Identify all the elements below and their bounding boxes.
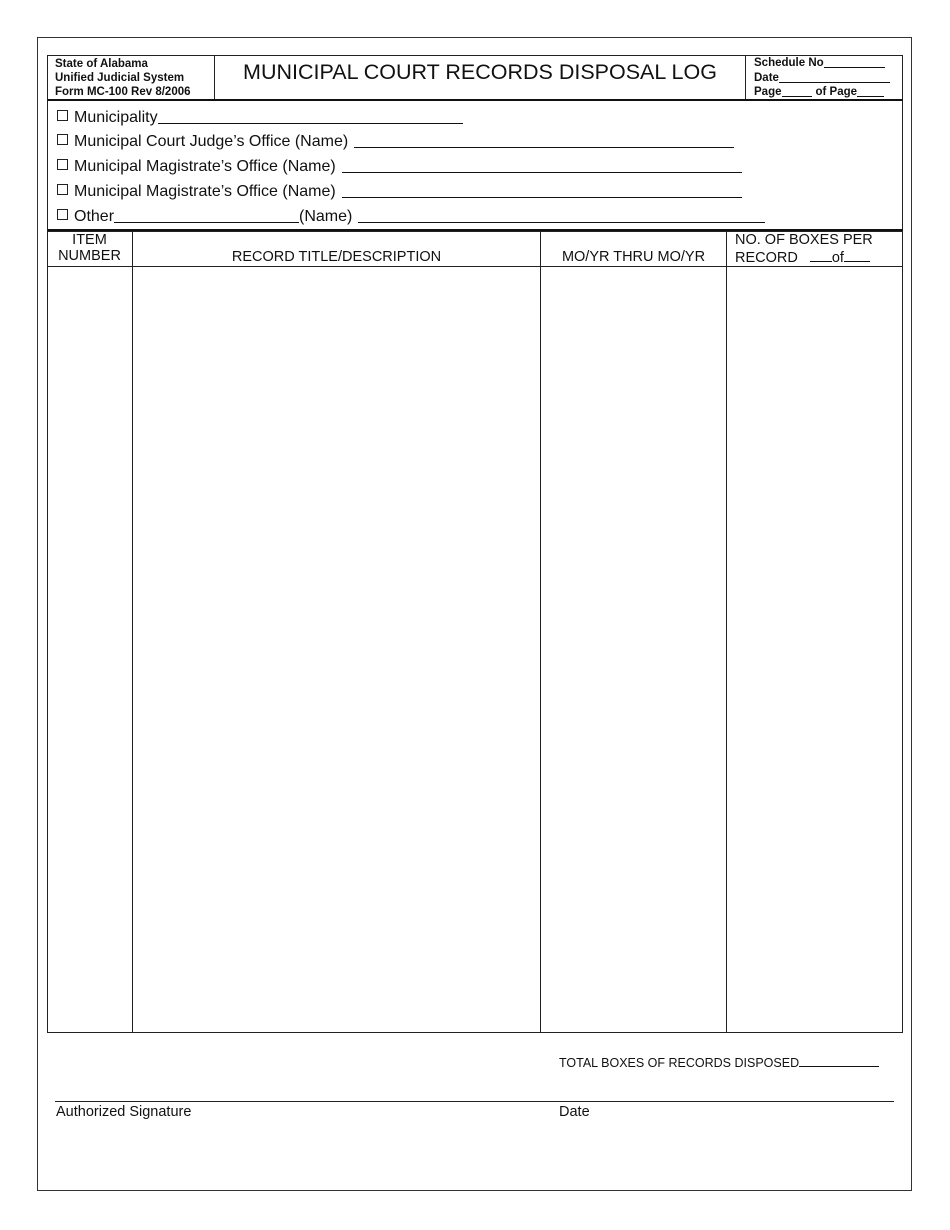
page-field[interactable] xyxy=(782,85,812,97)
date-field[interactable] xyxy=(779,71,890,83)
checkbox-icon[interactable] xyxy=(57,110,68,121)
boxes-count-field[interactable] xyxy=(810,248,832,262)
total-boxes xyxy=(559,1053,879,1070)
records-table xyxy=(47,231,903,1033)
of-page-field[interactable] xyxy=(857,85,884,97)
boxes-total-field[interactable] xyxy=(844,248,870,262)
agency-system: Unified Judicial System xyxy=(55,72,185,84)
judge-name-field[interactable] xyxy=(354,133,734,148)
column-header-description: RECORD TITLE/DESCRIPTION xyxy=(231,249,442,265)
schedule-no-label: Schedule No xyxy=(754,57,824,69)
other-name-field[interactable] xyxy=(358,208,765,223)
schedule-no-field[interactable] xyxy=(824,56,885,68)
column-divider xyxy=(540,231,541,1033)
checkbox-icon[interactable] xyxy=(57,209,68,220)
option-judge-office: Municipal Court Judge’s Office (Name) xyxy=(57,132,734,152)
signature-date-label: Date xyxy=(559,1104,590,1120)
agency-block xyxy=(47,55,215,101)
checkbox-icon[interactable] xyxy=(57,159,68,170)
column-divider xyxy=(726,231,727,1033)
page-label: Page xyxy=(754,86,782,98)
checkbox-icon[interactable] xyxy=(57,184,68,195)
checkbox-icon[interactable] xyxy=(57,134,68,145)
magistrate-name-field-1[interactable] xyxy=(342,158,742,173)
option-magistrate-office-1: Municipal Magistrate’s Office (Name) xyxy=(57,157,742,177)
total-boxes-label: TOTAL BOXES OF RECORDS DISPOSED xyxy=(559,1056,800,1070)
agency-state: State of Alabama xyxy=(55,58,148,70)
column-header-dates: MO/YR THRU MO/YR xyxy=(561,249,706,265)
of-page-label: of Page xyxy=(815,86,858,98)
signature-label: Authorized Signature xyxy=(56,1104,192,1120)
schedule-block xyxy=(745,55,903,101)
total-boxes-field[interactable] xyxy=(799,1053,879,1067)
date-label: Date xyxy=(754,71,779,84)
option-municipality: Municipality xyxy=(57,108,463,128)
form-title: MUNICIPAL COURT RECORDS DISPOSAL LOG xyxy=(243,60,717,84)
column-divider xyxy=(132,231,133,1033)
column-header-item: ITEM NUMBER xyxy=(58,232,121,264)
form-number: Form MC-100 Rev 8/2006 xyxy=(55,86,191,98)
signature-line[interactable] xyxy=(55,1101,894,1102)
magistrate-name-field-2[interactable] xyxy=(342,183,742,198)
option-other: Other (Name) xyxy=(57,207,765,227)
option-magistrate-office-2: Municipal Magistrate’s Office (Name) xyxy=(57,182,742,202)
column-header-boxes: NO. OF BOXES PER RECORD of xyxy=(735,232,873,266)
other-field[interactable] xyxy=(114,208,299,223)
header-row-rule xyxy=(47,266,903,267)
municipality-field[interactable] xyxy=(158,109,463,124)
